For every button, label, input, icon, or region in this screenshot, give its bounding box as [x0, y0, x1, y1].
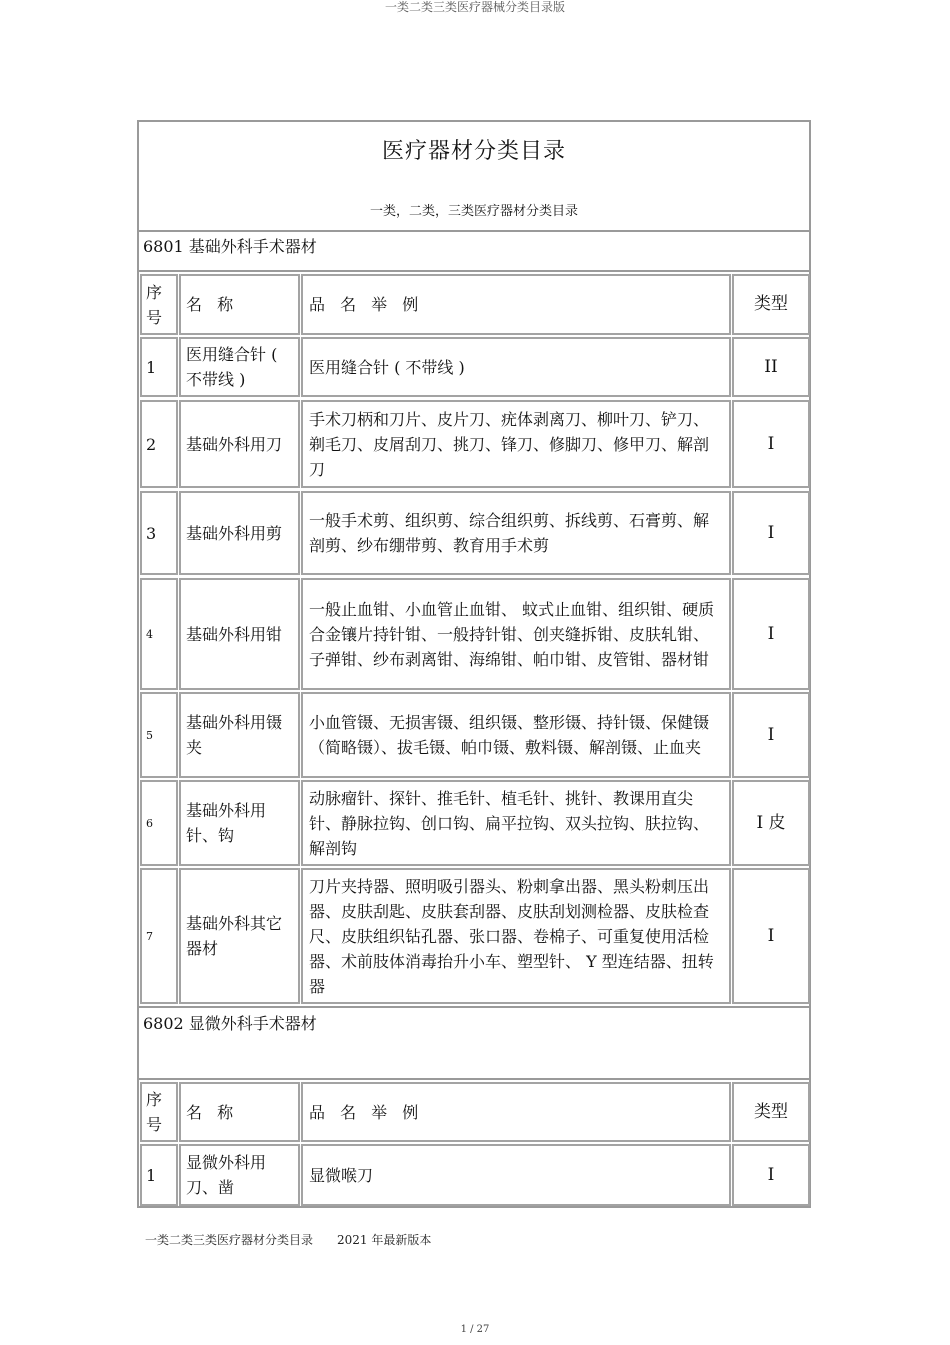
header-num: 序号 — [140, 274, 178, 335]
row-examples: 显微喉刀 — [301, 1144, 731, 1206]
row-type: I 皮 — [732, 780, 810, 866]
row-num: 6 — [140, 780, 178, 866]
row-num: 4 — [140, 578, 178, 690]
document-title: 医疗器材分类目录 — [381, 139, 566, 164]
row-num: 7 — [140, 868, 178, 1004]
row-num: 5 — [140, 692, 178, 778]
row-name: 显微外科用刀、凿 — [179, 1144, 300, 1206]
section-title-6802: 6802 显微外科手术器材 — [139, 1006, 809, 1080]
header-name: 名 称 — [179, 274, 300, 335]
note-right: 2021 年最新版本 — [337, 1233, 432, 1247]
row-num: 1 — [140, 337, 178, 397]
row-examples: 手术刀柄和刀片、皮片刀、疣体剥离刀、柳叶刀、铲刀、剃毛刀、皮屑刮刀、挑刀、锋刀、修脚刀、修甲刀、解剖刀 — [301, 400, 731, 488]
row-name: 基础外科用剪 — [179, 491, 300, 575]
row-type: I — [732, 491, 810, 575]
row-num: 1 — [140, 1144, 178, 1206]
row-num: 2 — [140, 400, 178, 488]
header-examples: 品 名 举 例 — [301, 1082, 731, 1142]
page-number: 1 / 27 — [460, 1324, 490, 1335]
row-type: I — [732, 692, 810, 778]
row-name: 医用缝合针 ( 不带线 ) — [179, 337, 300, 397]
row-examples: 一般手术剪、组织剪、综合组织剪、拆线剪、石膏剪、解剖剪、纱布绷带剪、教育用手术剪 — [301, 491, 731, 575]
row-type: I — [732, 400, 810, 488]
header-num: 序号 — [140, 1082, 178, 1142]
row-type: I — [732, 1144, 810, 1206]
row-examples: 刀片夹持器、照明吸引器头、粉刺拿出器、黑头粉刺压出器、皮肤刮匙、皮肤套刮器、皮肤刮划测检器、皮肤检查尺、皮肤组织钻孔器、张口器、卷棉子、可重复使用活检器、术前肢体消毒抬升小车、塑型针、 Y 型连结器、扭转器 — [301, 868, 731, 1004]
page-header: 一类二类三类医疗器械分类目录版 — [384, 0, 565, 14]
row-name: 基础外科用钳 — [179, 578, 300, 690]
header-type: 类型 — [732, 1082, 810, 1142]
document-subtitle: 一类，二类，三类医疗器材分类目录 — [369, 204, 578, 219]
row-examples: 医用缝合针 ( 不带线 ) — [301, 337, 731, 397]
note-left: 一类二类三类医疗器材分类目录 — [145, 1233, 314, 1247]
header-examples: 品 名 举 例 — [301, 274, 731, 335]
row-name: 基础外科用镊夹 — [179, 692, 300, 778]
row-examples: 一般止血钳、小血管止血钳、 蚊式止血钳、组织钳、硬质合金镶片持针钳、一般持针钳、创夹缝拆钳、皮肤轧钳、子弹钳、纱布剥离钳、海绵钳、帕巾钳、皮管钳、器材钳 — [301, 578, 731, 690]
header-type: 类型 — [732, 274, 810, 335]
section-title-6801: 6801 基础外科手术器材 — [139, 232, 809, 272]
document-note — [145, 1231, 431, 1248]
row-examples: 动脉瘤针、探针、推毛针、植毛针、挑针、教课用直尖针、静脉拉钩、创口钩、扁平拉钩、双头拉钩、肤拉钩、解剖钩 — [301, 780, 731, 866]
row-type: I — [732, 578, 810, 690]
row-name: 基础外科用刀 — [179, 400, 300, 488]
catalog-table — [137, 120, 811, 1208]
row-name: 基础外科用针、钩 — [179, 780, 300, 866]
row-type: II — [732, 337, 810, 397]
row-examples: 小血管镊、无损害镊、组织镊、整形镊、持针镊、保健镊（简略镊）、拔毛镊、帕巾镊、敷料镊、解剖镊、止血夹 — [301, 692, 731, 778]
row-type: I — [732, 868, 810, 1004]
title-box — [139, 122, 809, 232]
row-name: 基础外科其它器材 — [179, 868, 300, 1004]
row-num: 3 — [140, 491, 178, 575]
header-name: 名 称 — [179, 1082, 300, 1142]
